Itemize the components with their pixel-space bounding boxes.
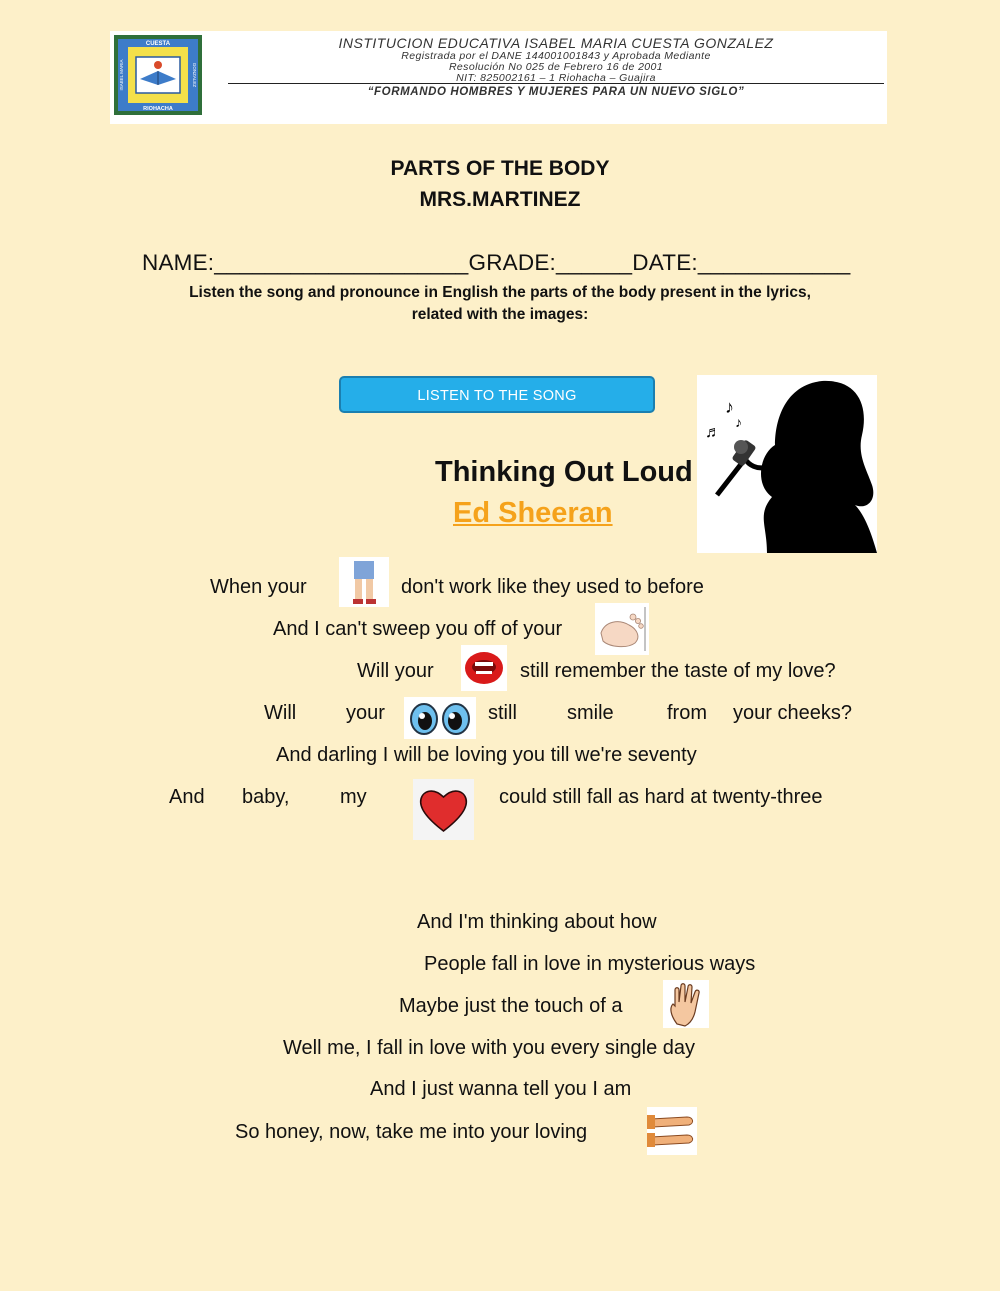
institution-name: INSTITUCION EDUCATIVA ISABEL MARIA CUESTA GONZALEZ xyxy=(338,35,774,51)
header-resolution: Resolución No 025 de Febrero 16 de 2001 xyxy=(448,61,664,73)
lyric-line-4e: from xyxy=(667,702,707,724)
lyric-line-9: Maybe just the touch of a xyxy=(399,995,623,1017)
lyric-line-10: Well me, I fall in love with you every single day xyxy=(283,1037,696,1059)
school-logo xyxy=(114,35,202,115)
header-registration: Registrada por el DANE 144001001843 y Aprobada Mediante xyxy=(401,50,711,62)
lyric-line-5: And darling I will be loving you till we're seventy xyxy=(276,744,697,766)
listen-song-button[interactable]: LISTEN TO THE SONG xyxy=(339,376,655,413)
teacher-name: MRS.MARTINEZ xyxy=(419,188,581,211)
hand-icon xyxy=(663,980,709,1028)
lyric-line-4f: your cheeks? xyxy=(733,702,852,724)
student-info-line: NAME:____________________GRADE:______DATE:____________ xyxy=(142,250,851,275)
lyric-line-11: And I just wanna tell you I am xyxy=(370,1078,632,1100)
lyric-line-4b: your xyxy=(346,702,385,724)
feet-icon xyxy=(595,603,649,655)
eyes-icon xyxy=(404,697,476,739)
lyric-line-4d: smile xyxy=(567,702,614,724)
lyric-line-7: And I'm thinking about how xyxy=(417,911,657,933)
svg-text:♪: ♪ xyxy=(725,397,734,417)
svg-text:ISABEL MARIA: ISABEL MARIA xyxy=(119,59,124,91)
lyric-line-4a: Will xyxy=(264,702,297,724)
header-motto: “FORMANDO HOMBRES Y MUJERES PARA UN NUEVO SIGLO” xyxy=(367,86,745,98)
svg-text:GONZALEZ: GONZALEZ xyxy=(192,62,197,88)
lyric-line-3b: still remember the taste of my love? xyxy=(520,660,836,682)
lyric-line-6b: baby, xyxy=(242,786,290,808)
song-title: Thinking Out Loud xyxy=(435,456,693,488)
instructions-line-1: Listen the song and pronounce in English the parts of the body present in the lyrics, xyxy=(189,284,811,301)
heart-icon xyxy=(413,779,474,840)
lyric-line-12: So honey, now, take me into your loving xyxy=(235,1121,588,1143)
header-nit: NIT: 825002161 – 1 Riohacha – Guajira xyxy=(456,72,656,84)
instructions-line-2: related with the images: xyxy=(411,306,589,323)
lyric-line-6a: And xyxy=(169,786,205,808)
lyric-line-1b: don't work like they used to before xyxy=(401,576,704,598)
lyric-line-8: People fall in love in mysterious ways xyxy=(424,953,756,975)
svg-text:♬: ♬ xyxy=(705,424,721,441)
header-divider xyxy=(228,83,884,84)
svg-text:♪: ♪ xyxy=(735,414,742,430)
song-artist-link[interactable]: Ed Sheeran xyxy=(453,497,613,529)
lyric-line-1a: When your xyxy=(210,576,307,598)
lyric-line-6d: could still fall as hard at twenty-three xyxy=(499,786,823,808)
legs-icon xyxy=(339,557,389,607)
lyric-line-6c: my xyxy=(340,786,367,808)
lyric-line-2: And I can't sweep you off of your xyxy=(273,618,563,640)
mouth-icon xyxy=(461,645,507,691)
singer-silhouette-icon xyxy=(697,375,877,553)
worksheet-title: PARTS OF THE BODY xyxy=(390,157,610,180)
arms-icon xyxy=(647,1107,697,1155)
svg-text:CUESTA: CUESTA xyxy=(145,41,171,47)
lyric-line-4c: still xyxy=(488,702,517,724)
lyric-line-3a: Will your xyxy=(357,660,434,682)
svg-text:RIOHACHA: RIOHACHA xyxy=(143,106,173,112)
